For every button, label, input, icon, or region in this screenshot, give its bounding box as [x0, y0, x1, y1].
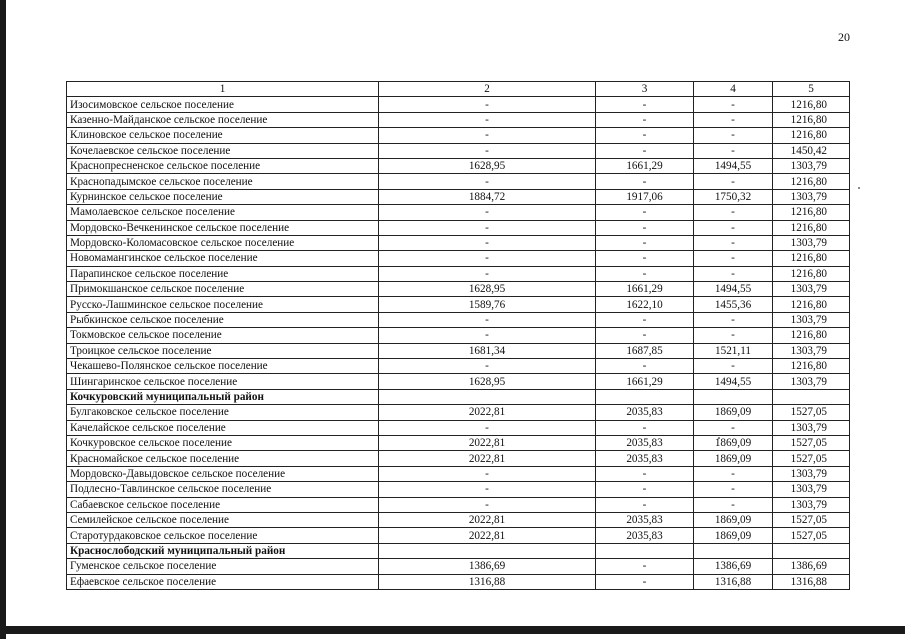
page-number: 20 — [838, 30, 850, 44]
value-cell-col3: 2035,83 — [596, 528, 694, 543]
value-cell-col3: 1917,06 — [596, 189, 694, 204]
table-row — [67, 282, 850, 297]
value-cell-col5: 1527,05 — [773, 512, 850, 527]
table-row — [67, 297, 850, 312]
value-cell-col4: 1869,09 — [694, 405, 773, 420]
value-cell-col4: 1455,36 — [694, 297, 773, 312]
value-cell-col4: - — [694, 497, 773, 512]
value-cell-col5: 1303,79 — [773, 312, 850, 327]
table-row — [67, 220, 850, 235]
value-cell-col2: 1316,88 — [379, 574, 596, 589]
value-cell-col3: 1661,29 — [596, 158, 694, 173]
value-cell-col2: - — [379, 112, 596, 127]
value-cell-col2: - — [379, 143, 596, 158]
table-row — [67, 420, 850, 435]
settlement-name-cell: Семилейское сельское поселение — [67, 512, 379, 527]
value-cell-col3: - — [596, 497, 694, 512]
value-cell-col4: 1869,09 — [694, 435, 773, 450]
value-cell-col5: 1303,79 — [773, 343, 850, 358]
value-cell-col5: 1303,79 — [773, 374, 850, 389]
value-cell-col4: - — [694, 266, 773, 281]
value-cell-col2: 2022,81 — [379, 435, 596, 450]
district-name-cell: Краснослободский муниципальный район — [67, 543, 379, 558]
value-cell-col3: - — [596, 128, 694, 143]
settlement-name-cell: Токмовское сельское поселение — [67, 328, 379, 343]
value-cell-col4: - — [694, 420, 773, 435]
value-cell-col4: 1494,55 — [694, 374, 773, 389]
table-row — [67, 235, 850, 250]
value-cell-col2: 1589,76 — [379, 297, 596, 312]
table-row — [67, 128, 850, 143]
settlement-name-cell: Мордовско-Коломасовское сельское поселение — [67, 235, 379, 250]
value-cell-col2: - — [379, 220, 596, 235]
value-cell-col2: - — [379, 97, 596, 112]
value-cell-col4: - — [694, 235, 773, 250]
value-cell-col2 — [379, 543, 596, 558]
value-cell-col2: 1628,95 — [379, 282, 596, 297]
scan-speck — [858, 187, 860, 189]
value-cell-col5: 1216,80 — [773, 205, 850, 220]
value-cell-col5: 1303,79 — [773, 235, 850, 250]
value-cell-col4: 1869,09 — [694, 528, 773, 543]
table-row — [67, 559, 850, 574]
value-cell-col3: - — [596, 112, 694, 127]
table-row — [67, 328, 850, 343]
tariff-table — [66, 81, 850, 590]
district-row — [67, 389, 850, 404]
settlement-name-cell: Рыбкинское сельское поселение — [67, 312, 379, 327]
value-cell-col4: - — [694, 97, 773, 112]
value-cell-col3: - — [596, 251, 694, 266]
value-cell-col5: 1316,88 — [773, 574, 850, 589]
value-cell-col4: - — [694, 128, 773, 143]
value-cell-col4: 1869,09 — [694, 451, 773, 466]
value-cell-col5: 1216,80 — [773, 174, 850, 189]
value-cell-col5: 1216,80 — [773, 112, 850, 127]
value-cell-col5: 1216,80 — [773, 97, 850, 112]
value-cell-col5: 1527,05 — [773, 435, 850, 450]
value-cell-col5 — [773, 389, 850, 404]
value-cell-col4: - — [694, 251, 773, 266]
value-cell-col4: 1494,55 — [694, 158, 773, 173]
settlement-name-cell: Парапинское сельское поселение — [67, 266, 379, 281]
header-cell-3: 3 — [596, 82, 694, 97]
value-cell-col3: - — [596, 312, 694, 327]
value-cell-col2: 2022,81 — [379, 512, 596, 527]
table-row — [67, 158, 850, 173]
settlement-name-cell: Краснопадымское сельское поселение — [67, 174, 379, 189]
value-cell-col3: - — [596, 574, 694, 589]
settlement-name-cell: Курнинское сельское поселение — [67, 189, 379, 204]
value-cell-col2: - — [379, 312, 596, 327]
value-cell-col4: 1494,55 — [694, 282, 773, 297]
value-cell-col2: 2022,81 — [379, 528, 596, 543]
settlement-name-cell: Ефаевское сельское поселение — [67, 574, 379, 589]
value-cell-col4: - — [694, 174, 773, 189]
value-cell-col4: - — [694, 482, 773, 497]
value-cell-col3: - — [596, 328, 694, 343]
value-cell-col4: - — [694, 359, 773, 374]
value-cell-col4: 1750,32 — [694, 189, 773, 204]
value-cell-col3: 2035,83 — [596, 435, 694, 450]
value-cell-col5: 1303,79 — [773, 282, 850, 297]
value-cell-col2: 1386,69 — [379, 559, 596, 574]
table-row — [67, 374, 850, 389]
value-cell-col4: - — [694, 466, 773, 481]
table-row — [67, 405, 850, 420]
settlement-name-cell: Казенно-Майданское сельское поселение — [67, 112, 379, 127]
settlement-name-cell: Краснопресненское сельское поселение — [67, 158, 379, 173]
value-cell-col5: 1216,80 — [773, 128, 850, 143]
scan-border-bottom — [0, 626, 905, 634]
settlement-name-cell: Мордовско-Давыдовское сельское поселение — [67, 466, 379, 481]
district-name-cell: Кочкуровский муниципальный район — [67, 389, 379, 404]
value-cell-col3: - — [596, 235, 694, 250]
settlement-name-cell: Примокшанское сельское поселение — [67, 282, 379, 297]
settlement-name-cell: Кочелаевское сельское поселение — [67, 143, 379, 158]
settlement-name-cell: Гуменское сельское поселение — [67, 559, 379, 574]
value-cell-col2: 1884,72 — [379, 189, 596, 204]
value-cell-col2: - — [379, 420, 596, 435]
value-cell-col3: - — [596, 482, 694, 497]
header-cell-5: 5 — [773, 82, 850, 97]
settlement-name-cell: Кочкуровское сельское поселение — [67, 435, 379, 450]
value-cell-col5: 1303,79 — [773, 158, 850, 173]
settlement-name-cell: Подлесно-Тавлинское сельское поселение — [67, 482, 379, 497]
settlement-name-cell: Шингаринское сельское поселение — [67, 374, 379, 389]
value-cell-col5: 1527,05 — [773, 451, 850, 466]
value-cell-col5: 1450,42 — [773, 143, 850, 158]
value-cell-col2: - — [379, 205, 596, 220]
table-row — [67, 174, 850, 189]
value-cell-col2: - — [379, 128, 596, 143]
value-cell-col5 — [773, 543, 850, 558]
value-cell-col3: 2035,83 — [596, 405, 694, 420]
settlement-name-cell: Старотурдаковское сельское поселение — [67, 528, 379, 543]
value-cell-col3: - — [596, 420, 694, 435]
value-cell-col3 — [596, 389, 694, 404]
value-cell-col4: 1521,11 — [694, 343, 773, 358]
value-cell-col3: 1661,29 — [596, 282, 694, 297]
table-body — [67, 82, 850, 590]
settlement-name-cell: Клиновское сельское поселение — [67, 128, 379, 143]
value-cell-col4: 1386,69 — [694, 559, 773, 574]
value-cell-col2 — [379, 389, 596, 404]
table-row — [67, 189, 850, 204]
value-cell-col5: 1216,80 — [773, 220, 850, 235]
table-row — [67, 451, 850, 466]
value-cell-col5: 1216,80 — [773, 359, 850, 374]
value-cell-col5: 1303,79 — [773, 189, 850, 204]
district-row — [67, 543, 850, 558]
value-cell-col4: - — [694, 112, 773, 127]
value-cell-col2: - — [379, 497, 596, 512]
value-cell-col4: - — [694, 312, 773, 327]
table-row — [67, 343, 850, 358]
settlement-name-cell: Булгаковское сельское поселение — [67, 405, 379, 420]
settlement-name-cell: Мамолаевское сельское поселение — [67, 205, 379, 220]
table-row — [67, 466, 850, 481]
value-cell-col2: - — [379, 251, 596, 266]
table-row — [67, 497, 850, 512]
value-cell-col2: 1681,34 — [379, 343, 596, 358]
value-cell-col5: 1527,05 — [773, 528, 850, 543]
settlement-name-cell: Русско-Лашминское сельское поселение — [67, 297, 379, 312]
header-cell-4: 4 — [694, 82, 773, 97]
table-row — [67, 97, 850, 112]
header-cell-2: 2 — [379, 82, 596, 97]
table-row — [67, 205, 850, 220]
value-cell-col3: - — [596, 466, 694, 481]
settlement-name-cell: Троицкое сельское поселение — [67, 343, 379, 358]
value-cell-col2: - — [379, 266, 596, 281]
settlement-name-cell: Красномайское сельское поселение — [67, 451, 379, 466]
value-cell-col5: 1216,80 — [773, 266, 850, 281]
header-cell-1: 1 — [67, 82, 379, 97]
settlement-name-cell: Чекашево-Полянское сельское поселение — [67, 359, 379, 374]
value-cell-col4 — [694, 543, 773, 558]
value-cell-col5: 1303,79 — [773, 466, 850, 481]
table-row — [67, 574, 850, 589]
value-cell-col2: 1628,95 — [379, 374, 596, 389]
value-cell-col4: - — [694, 328, 773, 343]
value-cell-col3: - — [596, 205, 694, 220]
table-row — [67, 435, 850, 450]
value-cell-col3 — [596, 543, 694, 558]
value-cell-col4 — [694, 389, 773, 404]
value-cell-col2: 2022,81 — [379, 405, 596, 420]
scan-border-left — [0, 0, 6, 639]
value-cell-col2: - — [379, 482, 596, 497]
value-cell-col2: - — [379, 235, 596, 250]
value-cell-col3: 1687,85 — [596, 343, 694, 358]
settlement-name-cell: Мордовско-Вечкенинское сельское поселение — [67, 220, 379, 235]
value-cell-col2: - — [379, 466, 596, 481]
value-cell-col5: 1303,79 — [773, 482, 850, 497]
settlement-name-cell: Новомамангинское сельское поселение — [67, 251, 379, 266]
table-row — [67, 528, 850, 543]
value-cell-col2: 1628,95 — [379, 158, 596, 173]
value-cell-col5: 1216,80 — [773, 328, 850, 343]
value-cell-col5: 1216,80 — [773, 251, 850, 266]
settlement-name-cell: Сабаевское сельское поселение — [67, 497, 379, 512]
value-cell-col3: 1622,10 — [596, 297, 694, 312]
table-row — [67, 359, 850, 374]
value-cell-col3: 1661,29 — [596, 374, 694, 389]
value-cell-col4: - — [694, 143, 773, 158]
table-row — [67, 112, 850, 127]
value-cell-col5: 1303,79 — [773, 420, 850, 435]
value-cell-col3: - — [596, 174, 694, 189]
table-header-row — [67, 82, 850, 97]
table-row — [67, 143, 850, 158]
value-cell-col5: 1303,79 — [773, 497, 850, 512]
value-cell-col4: 1869,09 — [694, 512, 773, 527]
value-cell-col2: 2022,81 — [379, 451, 596, 466]
value-cell-col3: - — [596, 97, 694, 112]
value-cell-col4: 1316,88 — [694, 574, 773, 589]
table-row — [67, 512, 850, 527]
table-row — [67, 312, 850, 327]
value-cell-col5: 1527,05 — [773, 405, 850, 420]
value-cell-col4: - — [694, 220, 773, 235]
value-cell-col2: - — [379, 359, 596, 374]
value-cell-col3: - — [596, 220, 694, 235]
settlement-name-cell: Изосимовское сельское поселение — [67, 97, 379, 112]
value-cell-col3: 2035,83 — [596, 512, 694, 527]
value-cell-col5: 1386,69 — [773, 559, 850, 574]
table-row — [67, 266, 850, 281]
value-cell-col3: - — [596, 559, 694, 574]
value-cell-col3: - — [596, 266, 694, 281]
value-cell-col3: - — [596, 359, 694, 374]
value-cell-col5: 1216,80 — [773, 297, 850, 312]
value-cell-col3: 2035,83 — [596, 451, 694, 466]
table-row — [67, 482, 850, 497]
value-cell-col4: - — [694, 205, 773, 220]
settlement-name-cell: Качелайское сельское поселение — [67, 420, 379, 435]
value-cell-col3: - — [596, 143, 694, 158]
table-row — [67, 251, 850, 266]
value-cell-col2: - — [379, 328, 596, 343]
value-cell-col2: - — [379, 174, 596, 189]
